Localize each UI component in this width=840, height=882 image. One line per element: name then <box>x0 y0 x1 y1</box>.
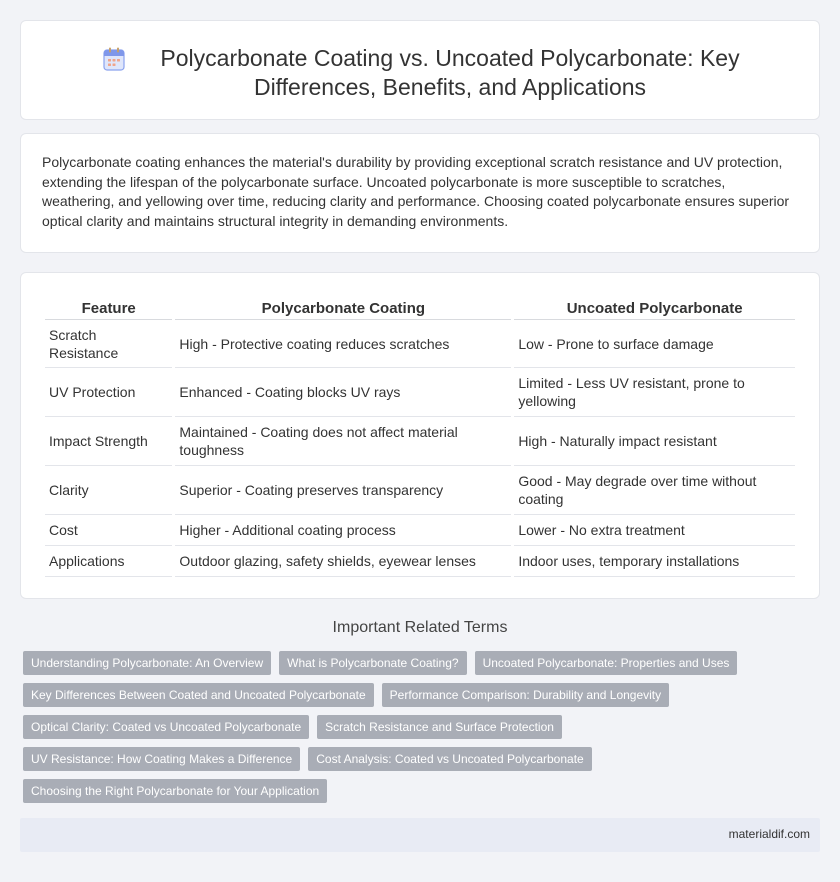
title-card <box>20 20 820 120</box>
related-term-link[interactable]: Cost Analysis: Coated vs Uncoated Polycarbonate <box>308 747 591 771</box>
related-term-link[interactable]: Key Differences Between Coated and Uncoated Polycarbonate <box>23 683 374 707</box>
intro-paragraph: Polycarbonate coating enhances the material's durability by providing exceptional scratch resistance and UV protection, extending the lifespan of the polycarbonate surface. Uncoated polycarbonate is more susceptible to scratches, weathering, and yellowing over time, reducing clarity and performance. Choosing coated polycarbonate ensures superior optical clarity and maintains structural integrity in demanding environments. <box>42 154 790 229</box>
related-term-link[interactable]: Choosing the Right Polycarbonate for Your Application <box>23 779 327 803</box>
cell-uncoated: Lower - No extra treatment <box>514 515 795 546</box>
table-row <box>45 515 795 546</box>
table-row <box>45 368 795 417</box>
footer-site-name: materialdif.com <box>728 827 810 841</box>
comparison-table <box>42 296 798 577</box>
table-row <box>45 466 795 515</box>
related-terms-list <box>23 651 813 803</box>
cell-uncoated: Indoor uses, temporary installations <box>514 546 795 577</box>
table-row <box>45 417 795 466</box>
header-feature: Feature <box>45 296 172 320</box>
cell-coated: Superior - Coating preserves transparency <box>175 466 511 515</box>
related-terms-heading: Important Related Terms <box>332 619 508 636</box>
cell-coated: Outdoor glazing, safety shields, eyewear lenses <box>175 546 511 577</box>
page-title: Polycarbonate Coating vs. Uncoated Polycarbonate: Key Differences, Benefits, and Applications <box>160 45 740 100</box>
cell-feature: Clarity <box>45 466 172 515</box>
cell-coated: High - Protective coating reduces scratches <box>175 320 511 368</box>
table-header-row <box>45 296 795 320</box>
cell-coated: Maintained - Coating does not affect material toughness <box>175 417 511 466</box>
related-term-link[interactable]: UV Resistance: How Coating Makes a Difference <box>23 747 300 771</box>
cell-uncoated: Low - Prone to surface damage <box>514 320 795 368</box>
related-term-link[interactable]: What is Polycarbonate Coating? <box>279 651 466 675</box>
intro-card <box>20 133 820 253</box>
header-polycarbonate-coating: Polycarbonate Coating <box>175 296 511 320</box>
comparison-card <box>20 272 820 599</box>
footer <box>20 818 820 852</box>
table-row <box>45 546 795 577</box>
cell-uncoated: Good - May degrade over time without coating <box>514 466 795 515</box>
related-term-link[interactable]: Performance Comparison: Durability and Longevity <box>382 683 669 707</box>
cell-feature: Impact Strength <box>45 417 172 466</box>
cell-uncoated: High - Naturally impact resistant <box>514 417 795 466</box>
cell-coated: Enhanced - Coating blocks UV rays <box>175 368 511 417</box>
cell-feature: Scratch Resistance <box>45 320 172 368</box>
table-row <box>45 320 795 368</box>
related-term-link[interactable]: Scratch Resistance and Surface Protection <box>317 715 562 739</box>
related-term-link[interactable]: Optical Clarity: Coated vs Uncoated Polycarbonate <box>23 715 309 739</box>
cell-feature: Applications <box>45 546 172 577</box>
related-term-link[interactable]: Understanding Polycarbonate: An Overview <box>23 651 271 675</box>
header-uncoated-polycarbonate: Uncoated Polycarbonate <box>514 296 795 320</box>
cell-coated: Higher - Additional coating process <box>175 515 511 546</box>
cell-feature: Cost <box>45 515 172 546</box>
cell-uncoated: Limited - Less UV resistant, prone to yellowing <box>514 368 795 417</box>
cell-feature: UV Protection <box>45 368 172 417</box>
related-term-link[interactable]: Uncoated Polycarbonate: Properties and Uses <box>475 651 738 675</box>
